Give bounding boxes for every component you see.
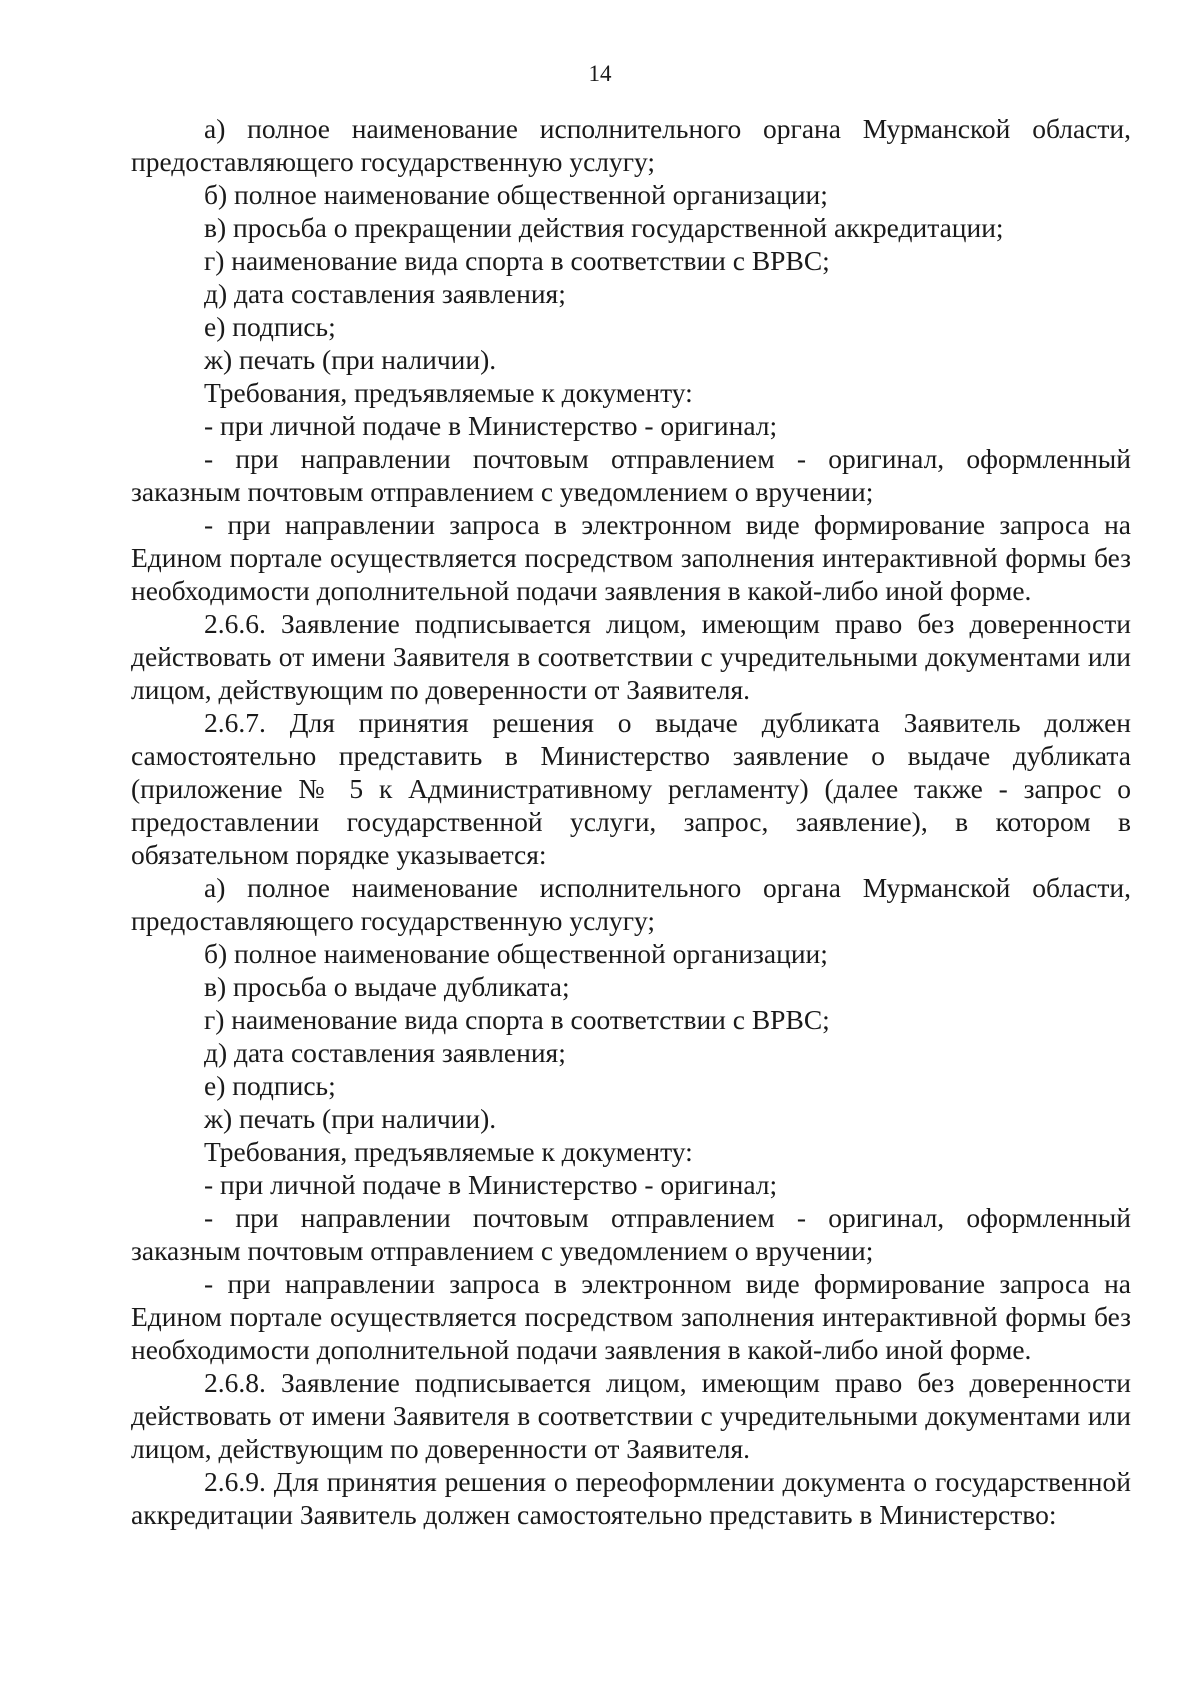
paragraph-item-a: а) полное наименование исполнительного органа Мурманской области, предоставляющего государственную услугу; <box>131 872 1131 936</box>
paragraph-item-e: е) подпись; <box>204 311 336 342</box>
paragraph-item-d: д) дата составления заявления; <box>204 1037 566 1068</box>
paragraph-item-b: б) полное наименование общественной организации; <box>204 179 828 210</box>
paragraph-requirements-heading: Требования, предъявляемые к документу: <box>204 1136 693 1167</box>
paragraph-requirement-in-person: - при личной подаче в Министерство - оригинал; <box>204 410 778 441</box>
paragraph-requirement-electronic: - при направлении запроса в электронном виде формирование запроса на Едином портале осуществляется посредством заполнения интерактивной формы без необходимости дополнительной подачи заявления в какой-либо иной форме. <box>131 1268 1131 1365</box>
paragraph-requirement-electronic: - при направлении запроса в электронном виде формирование запроса на Едином портале осуществляется посредством заполнения интерактивной формы без необходимости дополнительной подачи заявления в какой-либо иной форме. <box>131 509 1131 606</box>
paragraph-item-zh: ж) печать (при наличии). <box>204 344 497 375</box>
paragraph-item-g: г) наименование вида спорта в соответствии с ВРВС; <box>204 1004 830 1035</box>
paragraph-item-b: б) полное наименование общественной организации; <box>204 938 828 969</box>
paragraph-2-6-9: 2.6.9. Для принятия решения о переоформлении документа о государственной аккредитации Заявитель должен самостоятельно представить в Министерство: <box>131 1466 1131 1530</box>
paragraph-item-v: в) просьба о прекращении действия государственной аккредитации; <box>204 212 1004 243</box>
paragraph-2-6-7: 2.6.7. Для принятия решения о выдаче дубликата Заявитель должен самостоятельно представить в Министерство заявление о выдаче дубликата (приложение № 5 к Административному регламенту) (далее также - запрос о предоставлении государственной услуги, запрос, заявление), в котором в обязательном порядке указывается: <box>131 707 1131 870</box>
paragraph-item-e: е) подпись; <box>204 1070 336 1101</box>
paragraph-2-6-8: 2.6.8. Заявление подписывается лицом, имеющим право без доверенности действовать от имени Заявителя в соответствии с учредительными документами или лицом, действующим по доверенности от Заявителя. <box>131 1367 1131 1464</box>
paragraph-item-a: а) полное наименование исполнительного органа Мурманской области, предоставляющего государственную услугу; <box>131 113 1131 177</box>
paragraph-2-6-6: 2.6.6. Заявление подписывается лицом, имеющим право без доверенности действовать от имени Заявителя в соответствии с учредительными документами или лицом, действующим по доверенности от Заявителя. <box>131 608 1131 705</box>
paragraph-requirement-mail: - при направлении почтовым отправлением - оригинал, оформленный заказным почтовым отправлением с уведомлением о вручении; <box>131 1202 1131 1266</box>
document-body <box>131 112 1131 1531</box>
paragraph-requirement-in-person: - при личной подаче в Министерство - оригинал; <box>204 1169 778 1200</box>
paragraph-item-d: д) дата составления заявления; <box>204 278 566 309</box>
paragraph-requirement-mail: - при направлении почтовым отправлением - оригинал, оформленный заказным почтовым отправлением с уведомлением о вручении; <box>131 443 1131 507</box>
paragraph-item-zh: ж) печать (при наличии). <box>204 1103 497 1134</box>
paragraph-item-g: г) наименование вида спорта в соответствии с ВРВС; <box>204 245 830 276</box>
page-number: 14 <box>588 61 612 86</box>
paragraph-item-v: в) просьба о выдаче дубликата; <box>204 971 570 1002</box>
paragraph-requirements-heading: Требования, предъявляемые к документу: <box>204 377 693 408</box>
